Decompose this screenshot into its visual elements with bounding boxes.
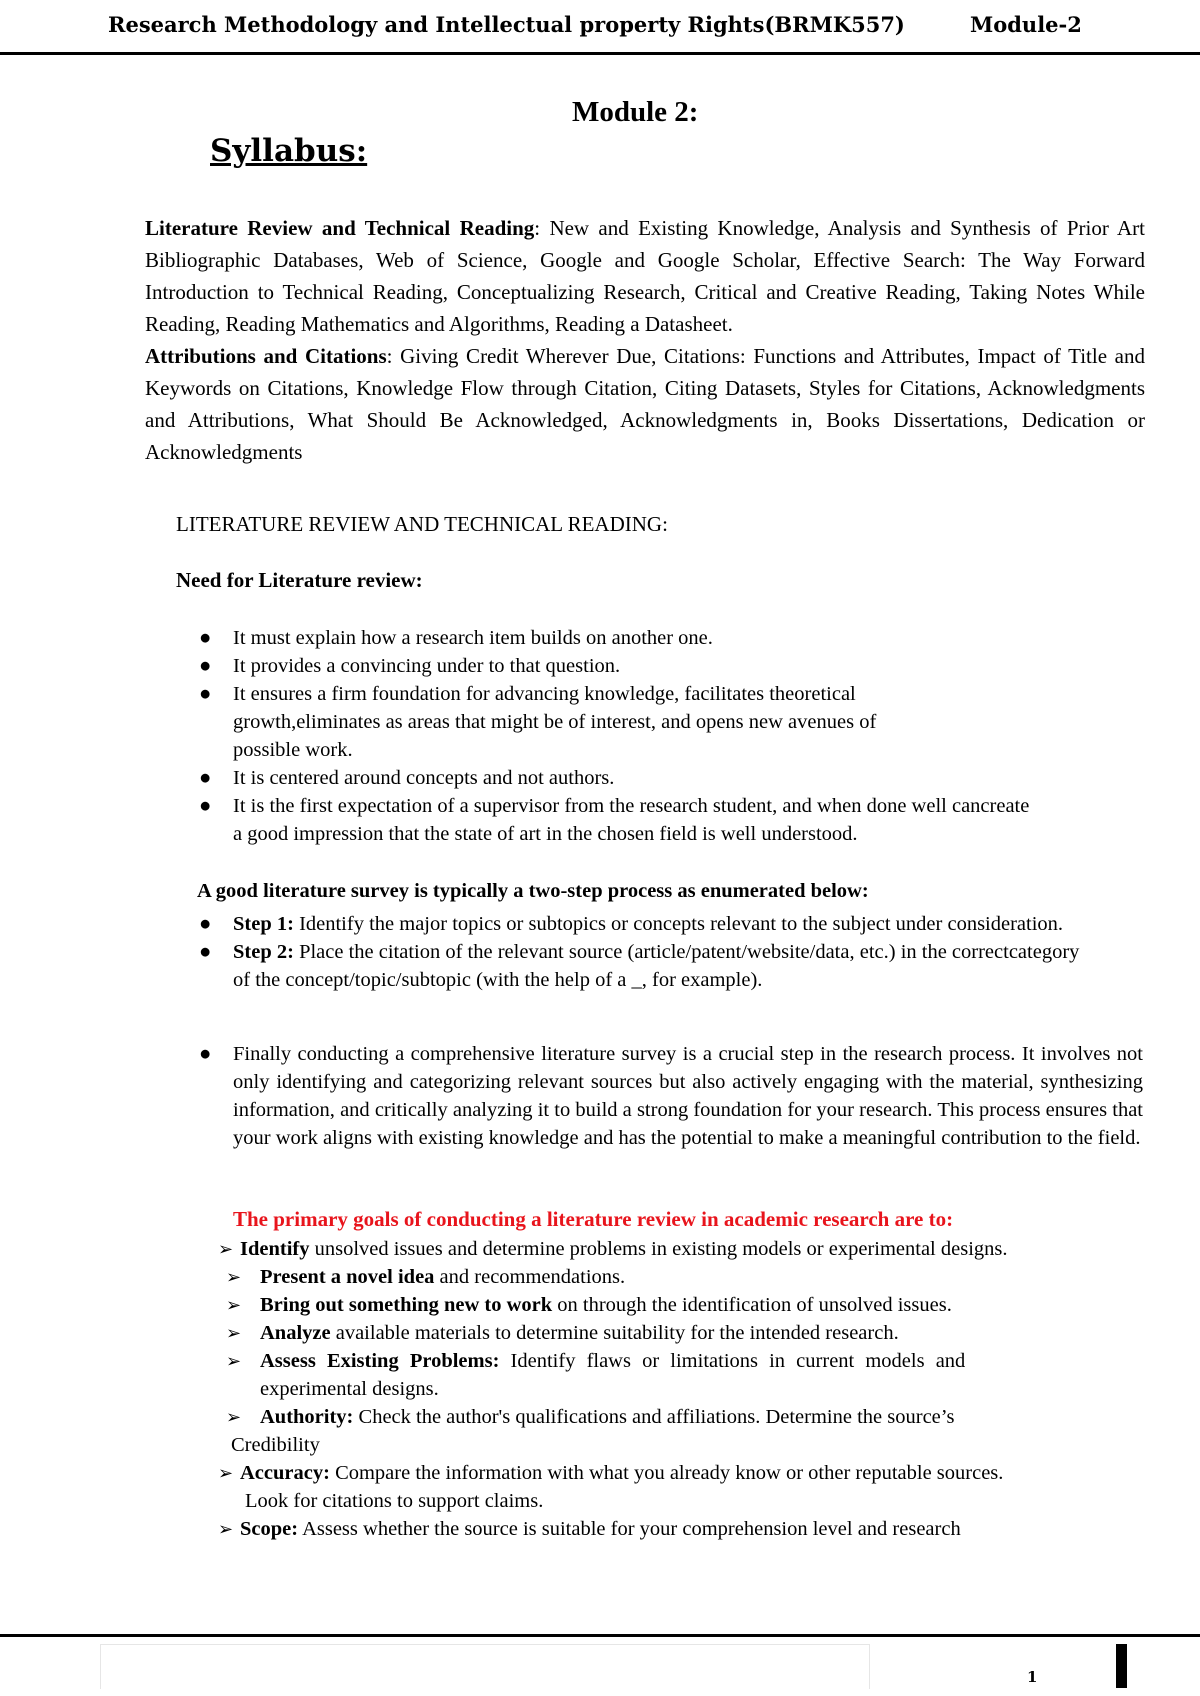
list-item-text: It provides a convincing under to that question. — [233, 655, 621, 677]
header-module: Module-2 — [970, 12, 1082, 37]
goal-item-continued: Look for citations to support claims. — [245, 1490, 544, 1512]
goal-item — [226, 1403, 954, 1431]
goal-label: Bring out something new to work — [260, 1294, 553, 1316]
syllabus-attributions-text: : Giving Credit Wherever Due, Citations: Functions and Attributes, Impact of Title and Keywords on Citations, Knowledge Flow through Citation, Citing Datasets, Styles for Citations, Acknowledgments and Attributions, What Should Be Acknowledged, Acknowledgments in, Books Dissertations, Dedication or Acknowledgments — [145, 344, 1145, 464]
arrow-icon: ➢ — [226, 1351, 242, 1371]
syllabus-heading: Syllabus: — [210, 133, 368, 169]
syllabus-literature-label: Literature Review and Technical Reading — [145, 216, 535, 240]
step-text: Place the citation of the relevant source (article/patent/website/data, etc.) in the correctcategory of the concept/topic/subtopic (with the help of a _, for example). — [233, 941, 1080, 991]
list-item-text: It is the first expectation of a supervisor from the research student, and when done well cancreate a good impression that the state of art in the chosen field is well understood. — [233, 795, 1030, 845]
bullet-icon: ● — [199, 795, 212, 817]
list-item — [199, 1040, 1143, 1152]
bullet-icon: ● — [199, 941, 212, 963]
page-marker — [1116, 1644, 1127, 1688]
goal-item-continued: experimental designs. — [260, 1378, 439, 1400]
goal-label: Analyze — [260, 1322, 331, 1344]
goal-text: Compare the information with what you already know or other reputable sources. — [329, 1462, 1004, 1484]
list-item — [199, 624, 1143, 652]
list-item — [199, 652, 1143, 680]
goal-item — [218, 1459, 1003, 1487]
goal-label: Scope: — [240, 1518, 299, 1540]
goal-item — [226, 1347, 965, 1375]
step-label: Step 2: — [233, 941, 294, 963]
bullet-icon: ● — [199, 767, 212, 789]
goal-text: and recommendations. — [434, 1266, 626, 1288]
bullet-icon: ● — [199, 683, 212, 705]
goal-item — [218, 1515, 961, 1543]
step-label: Step 1: — [233, 913, 294, 935]
goal-text: Identify flaws or limitations in current models and — [499, 1350, 966, 1372]
footer-rule — [0, 1634, 1200, 1637]
goal-text: Check the author's qualifications and affiliations. Determine the source’s — [353, 1406, 955, 1428]
list-item — [199, 910, 1083, 938]
goal-label: Identify — [240, 1238, 310, 1260]
list-item — [199, 792, 1033, 848]
header-title: Research Methodology and Intellectual property Rights(BRMK557) — [108, 12, 905, 37]
goal-text: unsolved issues and determine problems in existing models or experimental designs. — [309, 1238, 1008, 1260]
goal-label: Authority: — [260, 1406, 354, 1428]
page-number: 1 — [1027, 1668, 1038, 1686]
syllabus-body — [145, 212, 1145, 468]
list-item-text: It must explain how a research item builds on another one. — [233, 627, 713, 649]
need-heading: Need for Literature review: — [176, 568, 423, 592]
goal-item — [218, 1235, 1008, 1263]
syllabus-literature — [145, 212, 1145, 340]
arrow-icon: ➢ — [226, 1323, 242, 1343]
list-item-text: It is centered around concepts and not authors. — [233, 767, 615, 789]
bullet-icon: ● — [199, 913, 212, 935]
two-step-heading: A good literature survey is typically a two-step process as enumerated below: — [197, 880, 869, 902]
goal-text: Assess whether the source is suitable for your comprehension level and research — [298, 1518, 961, 1540]
goals-heading: The primary goals of conducting a literature review in academic research are to: — [233, 1207, 954, 1231]
goal-item-continued: Credibility — [231, 1434, 320, 1456]
steps-list — [199, 910, 1083, 994]
goal-text: on through the identification of unsolved issues. — [552, 1294, 952, 1316]
arrow-icon: ➢ — [218, 1239, 234, 1259]
step-text: Identify the major topics or subtopics or concepts relevant to the subject under consideration. — [293, 913, 1064, 935]
arrow-icon: ➢ — [226, 1295, 242, 1315]
list-item — [199, 680, 943, 764]
goal-item — [226, 1291, 952, 1319]
syllabus-attributions — [145, 340, 1145, 468]
list-item-text: It ensures a firm foundation for advancing knowledge, facilitates theoretical growth,eliminates as areas that might be of interest, and opens new avenues of possible work. — [233, 683, 877, 761]
list-item — [199, 938, 1083, 994]
list-item — [199, 764, 1143, 792]
syllabus-attributions-label: Attributions and Citations — [145, 344, 387, 368]
goal-item — [226, 1319, 899, 1347]
goal-label: Assess Existing Problems: — [260, 1350, 500, 1372]
goal-text: available materials to determine suitability for the intended research. — [330, 1322, 899, 1344]
goal-item — [226, 1263, 625, 1291]
goal-label: Present a novel idea — [260, 1266, 435, 1288]
arrow-icon: ➢ — [218, 1519, 234, 1539]
arrow-icon: ➢ — [226, 1407, 242, 1427]
bullet-icon: ● — [199, 655, 212, 677]
arrow-icon: ➢ — [226, 1267, 242, 1287]
bullet-icon: ● — [199, 1043, 212, 1065]
list-item-text: Finally conducting a comprehensive literature survey is a crucial step in the research process. It involves not only identifying and categorizing relevant sources but also actively engaging with the material, synthesizing information, and critically analyzing it to build a strong foundation for your research. This process ensures that your work aligns with existing knowledge and has the potential to make a meaningful contribution to the field. — [233, 1043, 1143, 1149]
goal-label: Accuracy: — [240, 1462, 330, 1484]
arrow-icon: ➢ — [218, 1463, 234, 1483]
bullet-icon: ● — [199, 627, 212, 649]
header-rule — [0, 52, 1200, 55]
footer-box — [100, 1644, 870, 1689]
syllabus-literature-text: : New and Existing Knowledge, Analysis and Synthesis of Prior Art Bibliographic Databases, Web of Science, Google and Google Scholar, Effective Search: The Way Forward Introduction to Technical Reading, Conceptualizing Research, Critical and Creative Reading, Taking Notes While Reading, Reading Mathematics and Algorithms, Reading a Datasheet. — [145, 216, 1145, 336]
section-heading: LITERATURE REVIEW AND TECHNICAL READING: — [176, 512, 668, 536]
finally-list — [199, 1040, 1143, 1152]
module-title: Module 2: — [572, 96, 699, 128]
need-list — [199, 624, 1143, 848]
